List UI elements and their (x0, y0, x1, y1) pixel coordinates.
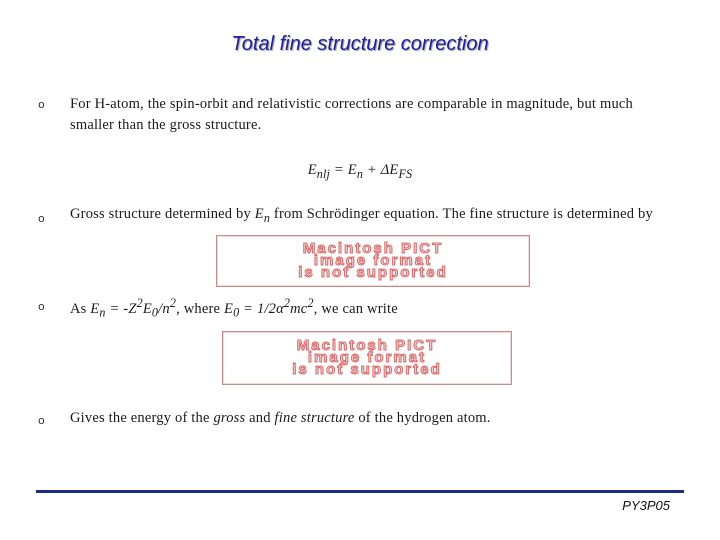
footer-divider (36, 490, 684, 493)
bullet-1-text: For H-atom, the spin-orbit and relativistic corrections are comparable in magnitude, but much smaller than the gross structure. (70, 96, 633, 133)
unsupported-image-placeholder-2: Macintosh PICT image format is not supported (222, 331, 512, 385)
course-code: PY3P05 (622, 498, 670, 513)
bullet-marker-1: o (38, 98, 45, 111)
bullet-text-4: Gives the energy of the gross and fine structure of the hydrogen atom. (70, 410, 491, 426)
bullet-text-2: Gross structure determined by $E_n$ from Schrödinger equation. The fine structure is determined by (70, 206, 653, 225)
slide-title: Total fine structure correction (231, 33, 489, 55)
unsupported-image-placeholder-1: Macintosh PICT image format is not supported (216, 235, 530, 287)
bullet-marker-4: o (38, 414, 45, 427)
bullet-text-1 (70, 94, 680, 136)
bullet-text-3: As $E_n = -Z^2E_0/n^2$, where $E_0 = 1/2\alpha^2mc^2$, we can write (70, 296, 398, 320)
fine-structure-equation: $E_{nlj} = E_n + \Delta E_{FS}$ (307, 162, 413, 181)
bullet-marker-2: o (38, 212, 45, 225)
bullet-marker-3: o (38, 300, 45, 313)
